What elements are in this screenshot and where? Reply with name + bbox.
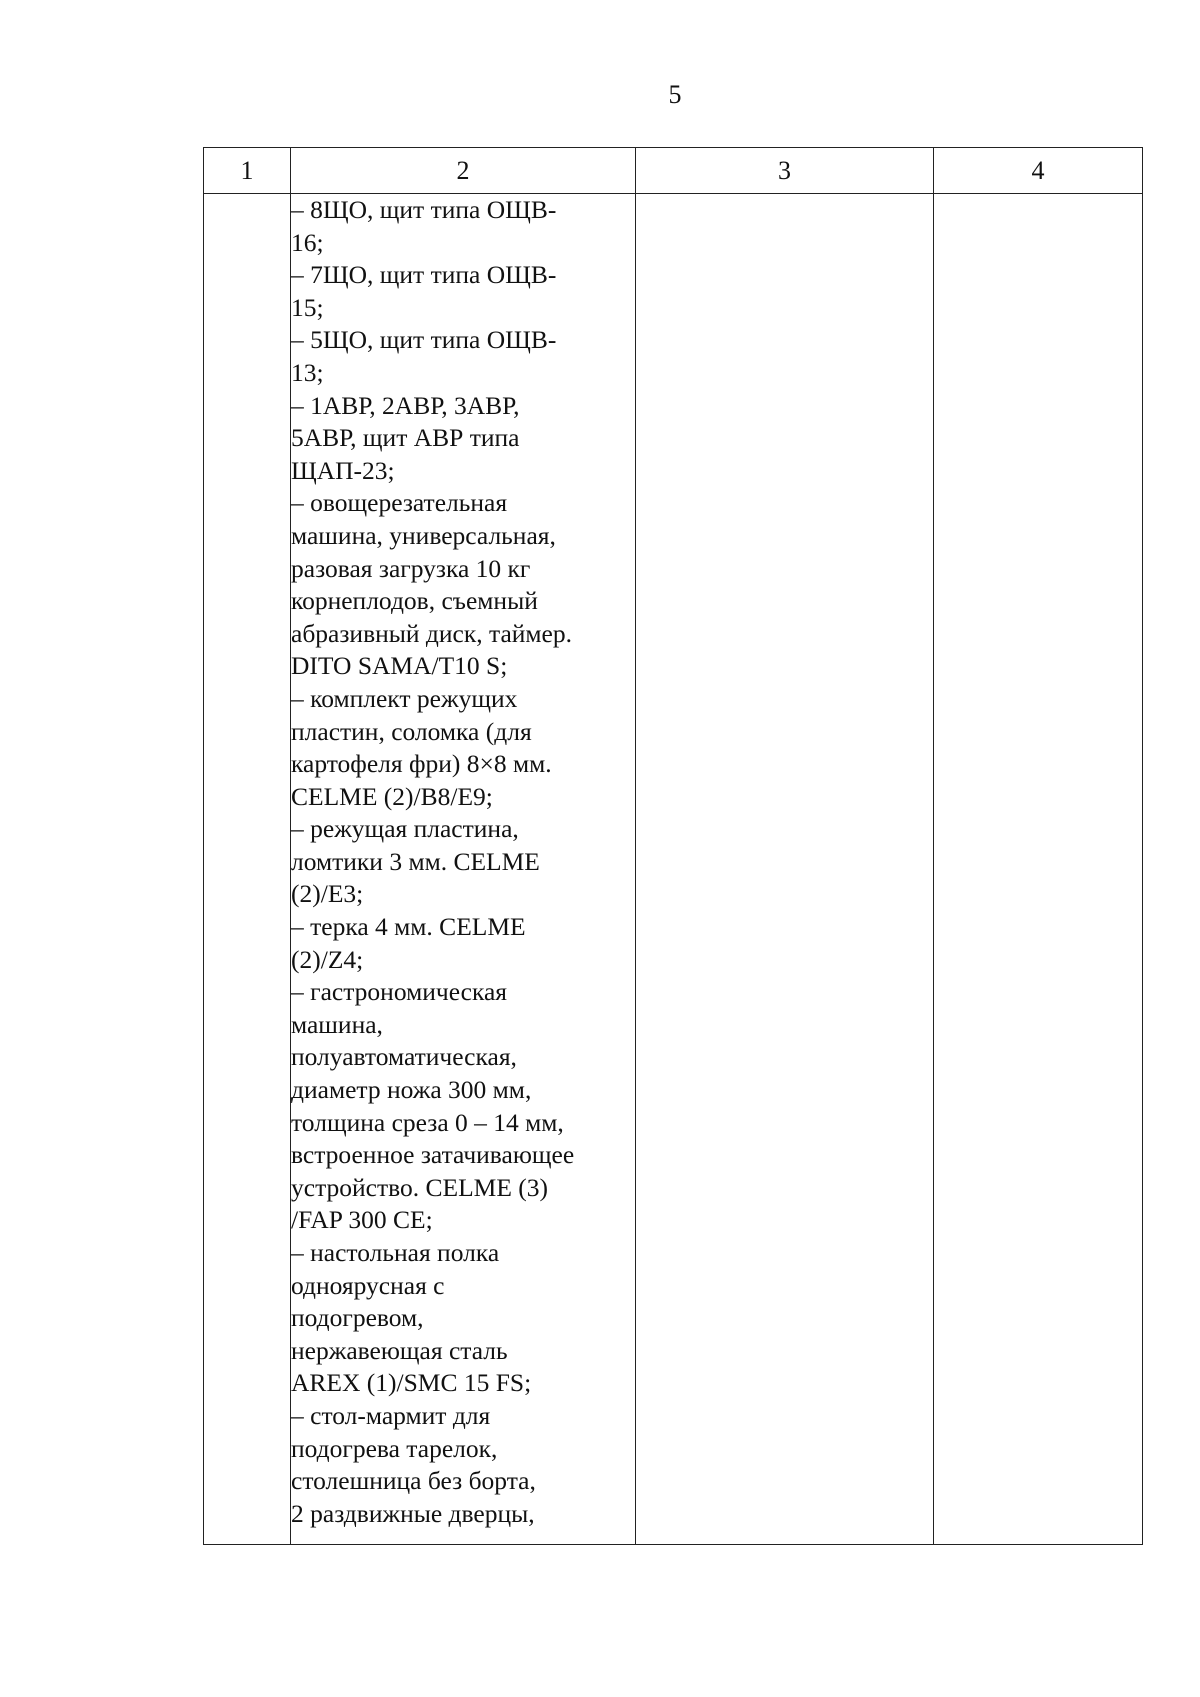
equipment-line: ЩАП-23;	[291, 455, 395, 485]
equipment-line: одноярусная с	[291, 1270, 445, 1300]
equipment-line: столешница без борта,	[291, 1466, 536, 1496]
equipment-line: диаметр ножа 300 мм,	[291, 1075, 532, 1105]
page-number: 5	[668, 80, 682, 109]
column-header-1: 1	[204, 148, 291, 194]
equipment-line: 5АВР, щит АВР типа	[291, 423, 520, 453]
equipment-line: – настольная полка	[291, 1238, 500, 1267]
equipment-line: – 7ЩО, щит типа ОЩВ-	[291, 260, 557, 290]
equipment-line: DITO SAMA/T10 S;	[291, 651, 508, 681]
column-header-4: 4	[934, 148, 1143, 194]
equipment-line: корнеплодов, съемный	[291, 586, 538, 616]
equipment-line: пластин, соломка (для	[291, 716, 532, 746]
equipment-list	[291, 194, 635, 1530]
equipment-line: абразивный диск, таймер.	[291, 618, 572, 648]
equipment-line: CELME (2)/B8/E9;	[291, 781, 493, 811]
equipment-line: машина,	[291, 1009, 383, 1039]
equipment-line: картофеля фри) 8×8 мм.	[291, 749, 552, 779]
equipment-line: 13;	[291, 357, 324, 387]
table-row	[204, 194, 1143, 1545]
equipment-line: нержавеющая сталь	[291, 1335, 508, 1365]
equipment-line: устройство. CELME (3)	[291, 1172, 549, 1202]
equipment-line: – комплект режущих	[291, 683, 518, 713]
equipment-line: – 8ЩО, щит типа ОЩВ-	[291, 195, 557, 224]
cell-col-1	[204, 194, 291, 1545]
cell-col-4	[934, 194, 1143, 1545]
equipment-line: разовая загрузка 10 кг	[291, 553, 531, 583]
equipment-line: 16;	[291, 227, 324, 257]
equipment-line: – 1АВР, 2АВР, 3АВР,	[291, 390, 520, 420]
equipment-line: /FAP 300 CE;	[291, 1205, 433, 1235]
equipment-table	[203, 147, 1143, 1545]
column-header-3: 3	[636, 148, 934, 194]
equipment-line: толщина среза 0 – 14 мм,	[291, 1107, 564, 1137]
equipment-line: подогревом,	[291, 1303, 424, 1333]
equipment-line: – терка 4 мм. CELME	[291, 912, 526, 942]
equipment-line: AREX (1)/SMC 15 FS;	[291, 1368, 532, 1398]
equipment-line: – гастрономическая	[291, 977, 508, 1007]
equipment-line: – овощерезательная	[291, 488, 508, 518]
equipment-line: – стол-мармит для	[291, 1400, 491, 1430]
cell-col-3	[636, 194, 934, 1545]
table-header-row	[204, 148, 1143, 194]
equipment-line: 15;	[291, 292, 324, 322]
equipment-line: – 5ЩО, щит типа ОЩВ-	[291, 325, 557, 355]
equipment-line: (2)/E3;	[291, 879, 364, 909]
equipment-line: 2 раздвижные дверцы,	[291, 1498, 535, 1528]
equipment-line: полуавтоматическая,	[291, 1042, 517, 1072]
column-header-2: 2	[291, 148, 636, 194]
equipment-line: – режущая пластина,	[291, 814, 519, 844]
equipment-line: подогрева тарелок,	[291, 1433, 498, 1463]
cell-col-2	[291, 194, 636, 1545]
equipment-line: ломтики 3 мм. CELME	[291, 846, 540, 876]
equipment-line: встроенное затачивающее	[291, 1140, 575, 1170]
equipment-line: машина, универсальная,	[291, 520, 556, 550]
equipment-line: (2)/Z4;	[291, 944, 364, 974]
